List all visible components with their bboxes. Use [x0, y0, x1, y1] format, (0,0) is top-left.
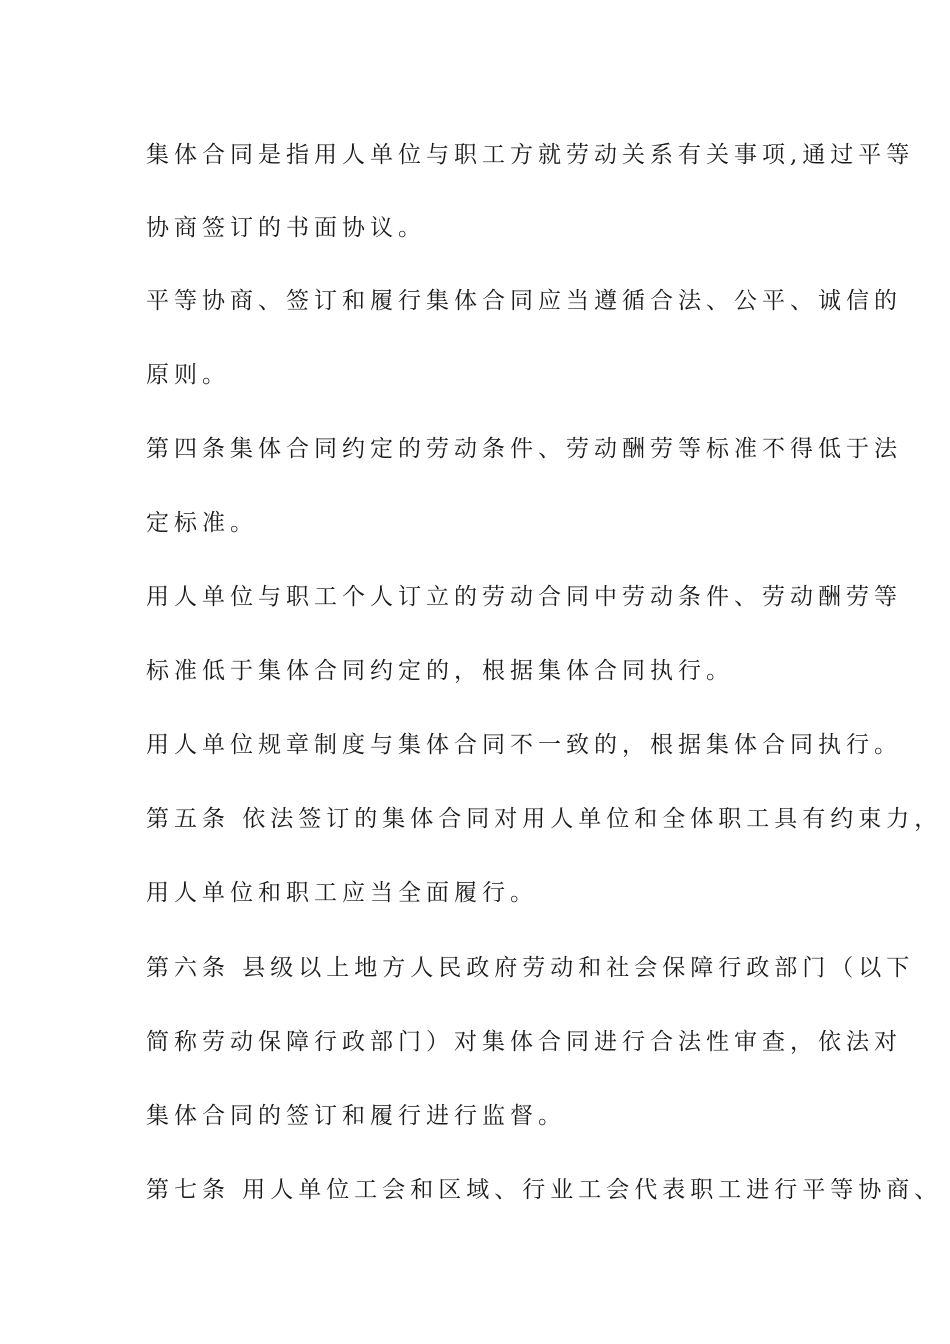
text-line: 用人单位与职工个人订立的劳动合同中劳动条件、劳动酬劳等 [146, 584, 902, 610]
text-line: 定标准。 [146, 510, 258, 536]
text-line: 简称劳动保障行政部门）对集体合同进行合法性审查，依法对 [146, 1029, 902, 1055]
text-line: 第六条 县级以上地方人民政府劳动和社会保障行政部门（以下 [146, 955, 915, 981]
text-line: 集体合同是指用人单位与职工方就劳动关系有关事项,通过平等 [146, 142, 915, 168]
text-line: 协商签订的书面协议。 [146, 215, 426, 241]
text-line: 集体合同的签订和履行进行监督。 [146, 1103, 566, 1129]
text-line: 用人单位规章制度与集体合同不一致的，根据集体合同执行。 [146, 732, 902, 758]
text-line: 第四条集体合同约定的劳动条件、劳动酬劳等标准不得低于法 [146, 436, 902, 462]
text-line: 第七条 用人单位工会和区域、行业工会代表职工进行平等协商、 [146, 1177, 943, 1203]
text-line: 用人单位和职工应当全面履行。 [146, 880, 538, 906]
text-line: 标准低于集体合同约定的，根据集体合同执行。 [146, 658, 734, 684]
text-line: 原则。 [146, 362, 230, 388]
text-line: 平等协商、签订和履行集体合同应当遵循合法、公平、诚信的 [146, 288, 902, 314]
text-line: 第五条 依法签订的集体合同对用人单位和全体职工具有约束力， [146, 806, 943, 832]
